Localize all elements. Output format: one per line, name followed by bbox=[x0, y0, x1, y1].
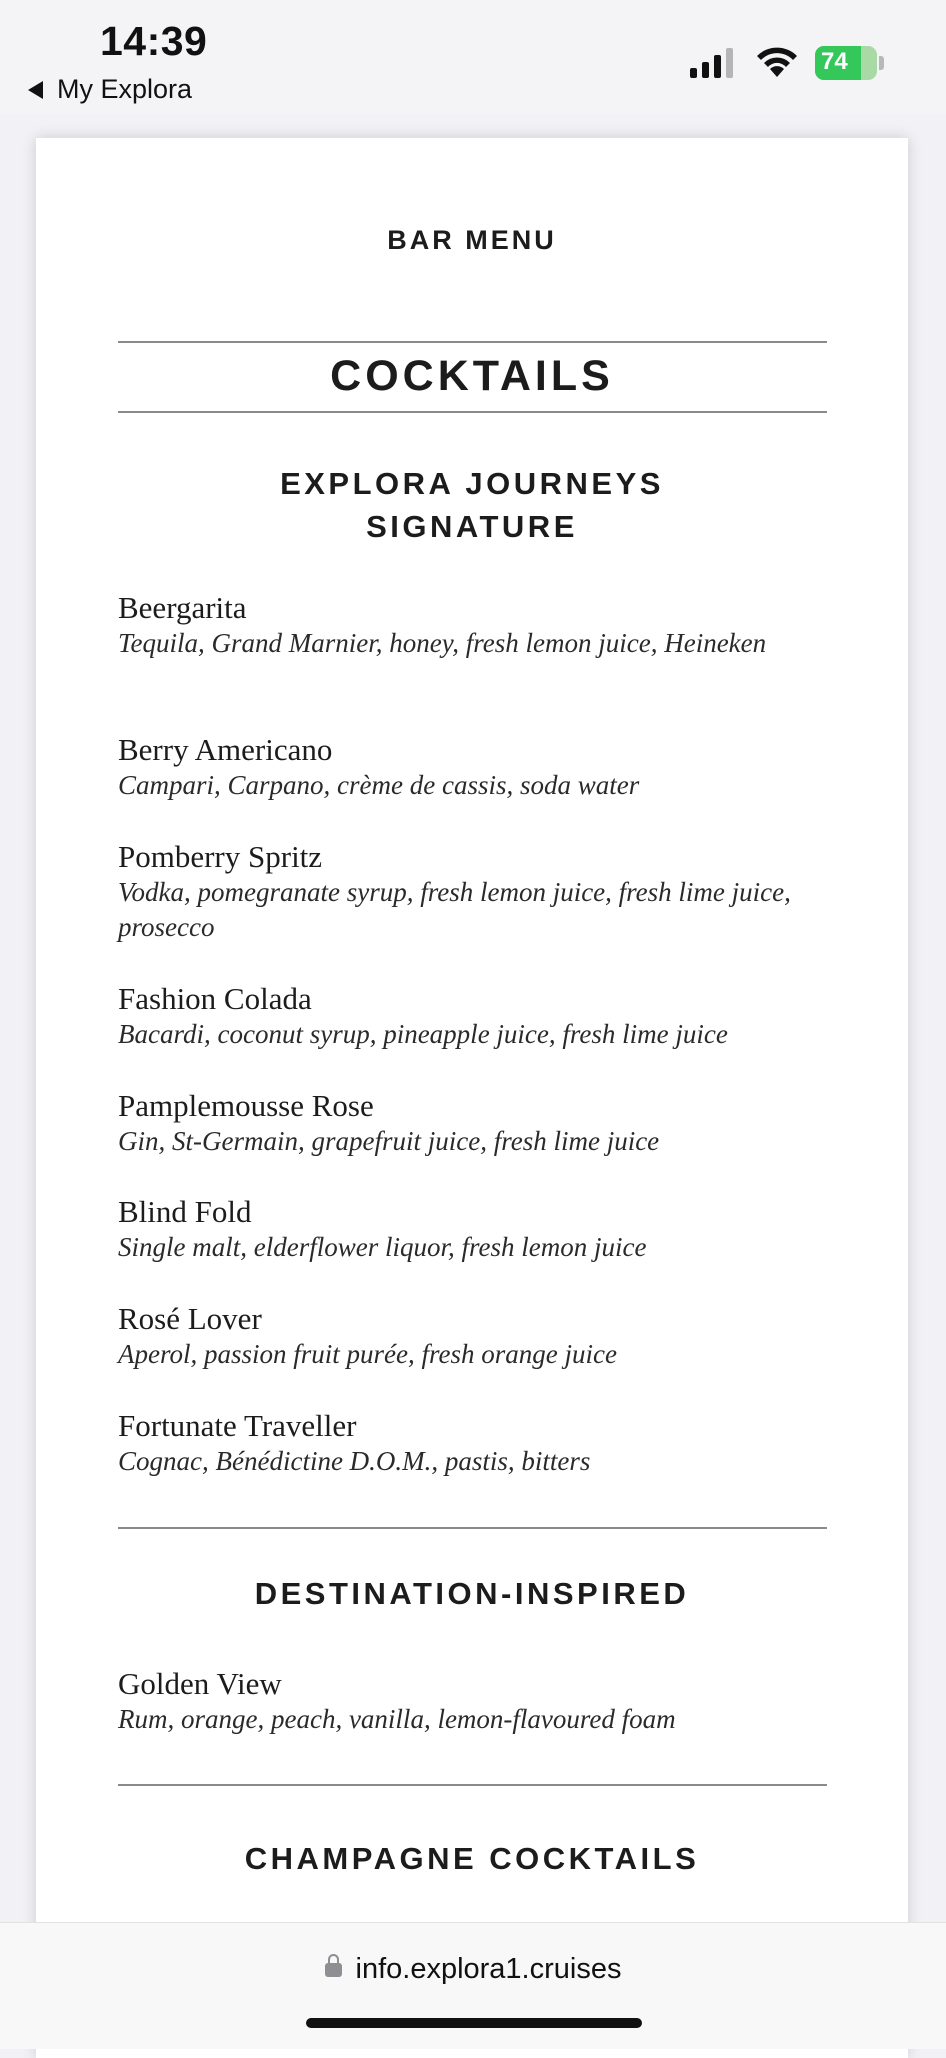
lock-icon bbox=[325, 1963, 342, 1977]
menu-item-description: Gin, St-Germain, grapefruit juice, fresh lime juice bbox=[118, 1126, 660, 1156]
menu-item-name: Rosé Lover bbox=[118, 1301, 262, 1336]
subsection-title-destination: DESTINATION-INSPIRED bbox=[254, 1576, 690, 1611]
subsection-title-signature: EXPLORA JOURNEYS SIGNATURE bbox=[280, 466, 664, 544]
menu-item-description: Rum, orange, peach, vanilla, lemon-flavoured foam bbox=[118, 1704, 676, 1734]
menu-item-name: Beergarita bbox=[118, 590, 247, 625]
menu-item bbox=[118, 1666, 828, 1737]
signal-icon bbox=[690, 48, 736, 78]
menu-item-name: Berry Americano bbox=[118, 732, 333, 767]
url-text: info.explora1.cruises bbox=[355, 1953, 622, 1985]
battery-percent: 74 bbox=[821, 48, 848, 75]
menu-item bbox=[118, 981, 828, 1052]
url-display[interactable] bbox=[0, 1953, 946, 1986]
menu-item bbox=[118, 732, 828, 803]
home-indicator[interactable] bbox=[306, 2018, 642, 2028]
menu-item-description: Tequila, Grand Marnier, honey, fresh lemon juice, Heineken bbox=[118, 628, 767, 658]
menu-item-description: Vodka, pomegranate syrup, fresh lemon juice, fresh lime juice, prosecco bbox=[118, 877, 791, 942]
menu-item-name: Blind Fold bbox=[118, 1194, 252, 1229]
menu-title: BAR MENU bbox=[387, 225, 557, 255]
menu-item bbox=[118, 1408, 828, 1479]
menu-item-description: Cognac, Bénédictine D.O.M., pastis, bitters bbox=[118, 1446, 591, 1476]
menu-item-name: Golden View bbox=[118, 1666, 282, 1701]
menu-item-description: Aperol, passion fruit purée, fresh orange juice bbox=[118, 1339, 617, 1369]
back-link-label: My Explora bbox=[57, 74, 193, 104]
browser-url-bar[interactable] bbox=[0, 1922, 946, 2049]
menu-item-description: Bacardi, coconut syrup, pineapple juice, fresh lime juice bbox=[118, 1019, 728, 1049]
menu-item-name: Fortunate Traveller bbox=[118, 1408, 357, 1443]
status-time: 14:39 bbox=[100, 18, 208, 64]
menu-page bbox=[36, 138, 908, 2058]
menu-item bbox=[118, 590, 828, 661]
menu-item-name: Fashion Colada bbox=[118, 981, 312, 1016]
status-bar bbox=[0, 0, 946, 114]
wifi-icon bbox=[756, 44, 798, 78]
menu-item bbox=[118, 1194, 828, 1265]
menu-item-description: Campari, Carpano, crème de cassis, soda water bbox=[118, 770, 640, 800]
menu-item bbox=[118, 839, 828, 945]
menu-item bbox=[118, 1301, 828, 1372]
divider bbox=[118, 341, 827, 343]
subsection-title-champagne: CHAMPAGNE COCKTAILS bbox=[244, 1841, 700, 1876]
battery-cap bbox=[879, 56, 884, 70]
section-title-cocktails: COCKTAILS bbox=[330, 352, 614, 400]
divider bbox=[118, 1527, 827, 1529]
battery-icon bbox=[815, 46, 877, 80]
divider bbox=[118, 411, 827, 413]
menu-item-name: Pamplemousse Rose bbox=[118, 1088, 374, 1123]
menu-item-name: Pomberry Spritz bbox=[118, 839, 323, 874]
divider bbox=[118, 1784, 827, 1786]
menu-item-description: Single malt, elderflower liquor, fresh lemon juice bbox=[118, 1232, 647, 1262]
back-to-app-link[interactable] bbox=[28, 74, 192, 105]
menu-item bbox=[118, 1088, 828, 1159]
back-arrow-icon bbox=[28, 81, 43, 99]
